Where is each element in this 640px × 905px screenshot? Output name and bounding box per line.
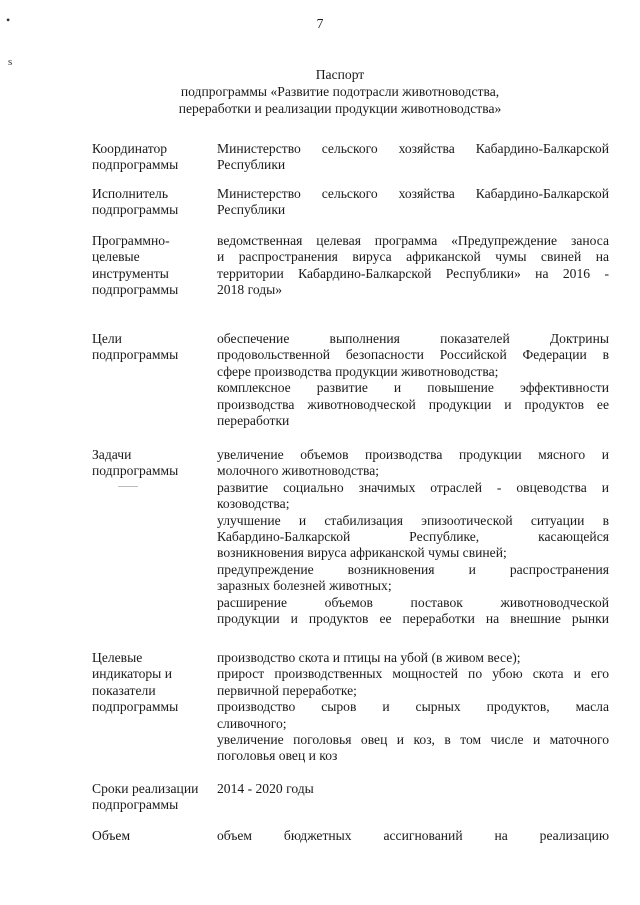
title-line-1: Паспорт xyxy=(315,67,365,82)
row-content xyxy=(217,828,609,844)
row-content-line: Республики xyxy=(217,157,286,173)
row-content-line: расширение объемов поставок животноводческой xyxy=(217,594,609,610)
title-line-3: переработки и реализации продукции животноводства» xyxy=(178,101,502,116)
row-content xyxy=(217,186,609,219)
row-content-line: производство скота и птицы на убой (в живом весе); xyxy=(217,650,521,665)
row-content-line: предупреждение возникновения и распространения xyxy=(217,561,609,577)
row-content-line: производство сыров и сырных продуктов, масла xyxy=(217,699,609,715)
row-label-line: Цели xyxy=(92,331,122,346)
row-content-line: первичной переработке; xyxy=(217,682,357,698)
row-content-line: заразных болезней животных; xyxy=(217,578,392,594)
row-label-line: инструменты xyxy=(92,265,169,281)
row-label-line: подпрограммы xyxy=(92,699,179,715)
row-content xyxy=(217,331,609,429)
row-content xyxy=(217,233,609,299)
row-label-line: показатели xyxy=(92,682,156,698)
row-label xyxy=(92,828,216,844)
row-label xyxy=(92,650,216,716)
row-content xyxy=(217,141,609,174)
row-content-line: и распространения вируса африканской чумы свиней на xyxy=(217,249,609,265)
row-label-line: Целевые xyxy=(92,650,143,665)
row-content-line: обеспечение выполнения показателей Доктрины xyxy=(217,331,609,346)
row-content-line: переработки xyxy=(217,412,290,428)
row-label xyxy=(92,233,216,299)
row-content-line: поголовья овец и коз xyxy=(217,748,338,764)
row-content-line: прирост производственных мощностей по убою скота и его xyxy=(217,666,609,682)
row-content-line: Министерство сельского хозяйства Кабардино-Балкарской xyxy=(217,186,609,201)
row-label-line: подпрограммы xyxy=(92,157,179,173)
row-content-line: молочного животноводства; xyxy=(217,463,380,479)
row-content-line: развитие социально значимых отраслей - овцеводства и xyxy=(217,479,609,495)
row-label-line: подпрограммы xyxy=(92,202,179,218)
row-label-line: подпрограммы xyxy=(92,797,179,813)
row-content xyxy=(217,650,609,765)
scan-mark-dot: • xyxy=(6,13,11,27)
passport-title xyxy=(0,66,640,117)
row-content-line: территории Кабардино-Балкарской Республики» на 2016 - xyxy=(217,265,609,281)
row-content-line: продовольственной безопасности Российской Федерации в xyxy=(217,347,609,363)
row-content-line: продукции и продуктов ее переработки на внешние рынки xyxy=(217,610,609,626)
row-content-line: Министерство сельского хозяйства Кабардино-Балкарской xyxy=(217,141,609,156)
row-label-line: подпрограммы xyxy=(92,463,179,479)
row-label xyxy=(92,141,216,174)
row-label-line: индикаторы и xyxy=(92,666,172,682)
row-content-line: производства животноводческой продукции и продуктов ее xyxy=(217,396,609,412)
row-label-line: Объем xyxy=(92,828,131,843)
row-label-line: Задачи xyxy=(92,447,132,462)
row-label xyxy=(92,447,216,480)
scan-mark-s: s xyxy=(8,56,13,68)
row-label xyxy=(92,331,216,364)
row-content-line: увеличение поголовья овец и коз, в том числе и маточного xyxy=(217,732,609,747)
row-content-line: увеличение объемов производства продукции мясного и xyxy=(217,447,609,462)
row-content-line: объем бюджетных ассигнований на реализацию xyxy=(217,828,609,843)
row-label xyxy=(92,186,216,219)
row-content-line: сфере производства продукции животноводства; xyxy=(217,363,499,379)
row-label-line: Координатор xyxy=(92,141,168,156)
row-label xyxy=(92,781,216,814)
row-label-line: Сроки реализации xyxy=(92,781,199,796)
row-content xyxy=(217,781,609,797)
row-content-line: улучшение и стабилизация эпизоотической ситуации в xyxy=(217,512,609,528)
row-content-line: 2018 годы» xyxy=(217,282,283,298)
row-label-line: Исполнитель xyxy=(92,186,169,201)
row-content-line: сливочного; xyxy=(217,715,287,731)
row-content-line: 2014 - 2020 годы xyxy=(217,781,314,796)
page-number: 7 xyxy=(316,16,324,31)
row-label-line: подпрограммы xyxy=(92,282,179,298)
row-content-line: возникновения вируса африканской чумы свиней; xyxy=(217,545,507,561)
row-content-line: козоводства; xyxy=(217,496,290,512)
row-label-line: целевые xyxy=(92,249,140,265)
row-label-line: подпрограммы xyxy=(92,347,179,363)
row-content-line: Республики xyxy=(217,202,286,218)
row-content-line: ведомственная целевая программа «Предупреждение заноса xyxy=(217,233,609,248)
row-content xyxy=(217,447,609,627)
row-content-line: Кабардино-Балкарской Республике, касающейся xyxy=(217,528,609,544)
title-line-2: подпрограммы «Развитие подотрасли животноводства, xyxy=(180,84,500,99)
row-label-line: Программно- xyxy=(92,233,170,248)
row-content-line: комплексное развитие и повышение эффективности xyxy=(217,380,609,396)
scan-tick-mark xyxy=(118,486,138,487)
